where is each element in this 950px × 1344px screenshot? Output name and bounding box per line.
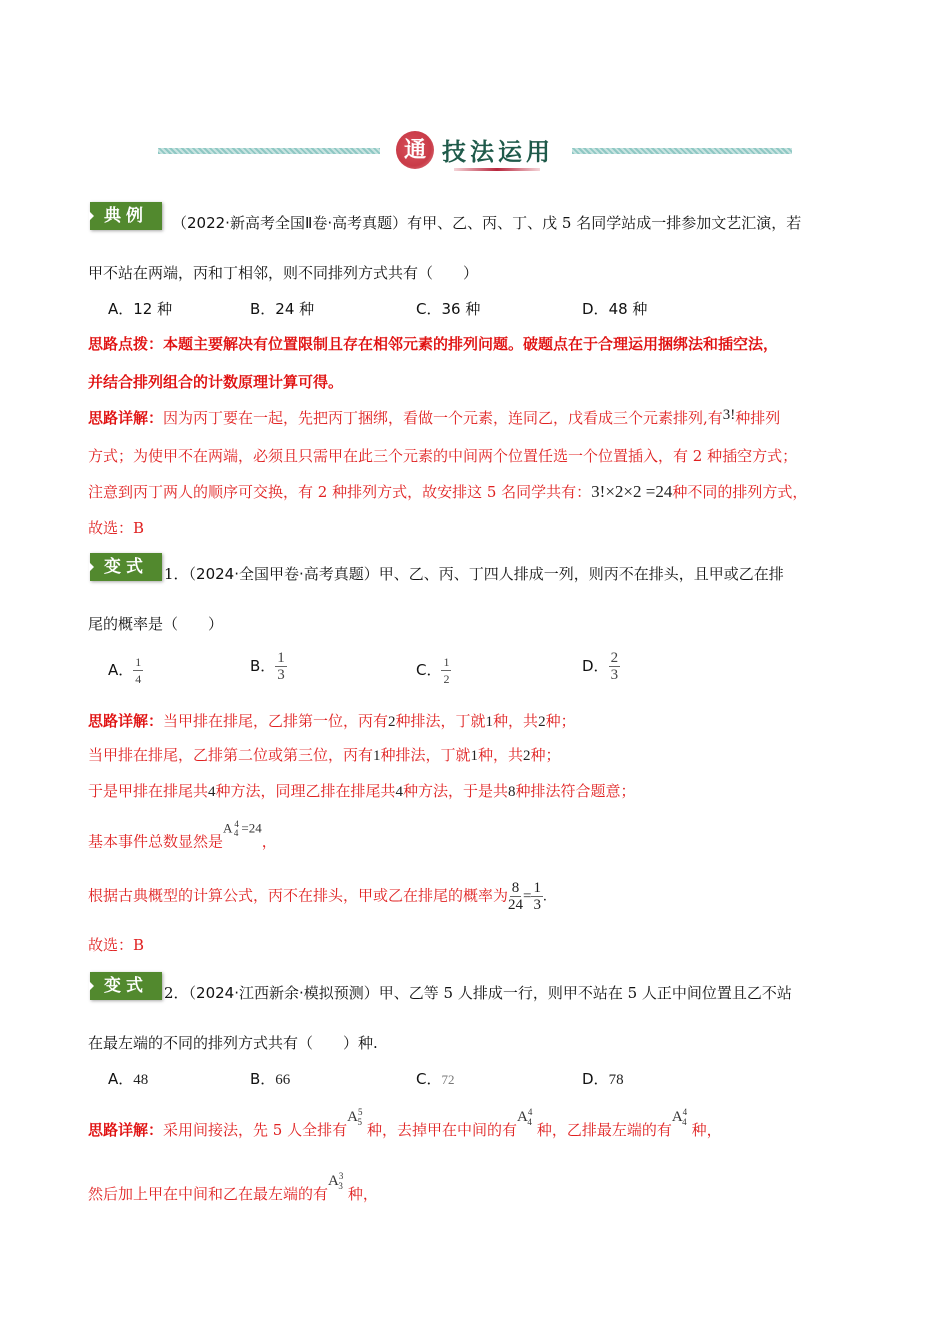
variant1-detail-line4: 基本事件总数显然是A $^4_4$ =24， — [88, 819, 277, 851]
example-detail-line3: 注意到丙丁两人的顺序可交换，有 2 种排列方式，故安排这 5 名同学共有：3!×2×2 =24种不同的排列方式， — [88, 482, 808, 501]
detail-label: 思路详解： — [88, 409, 164, 427]
example-detail-line1: 思路详解：因为丙丁要在一起，先把丙丁捆绑，看做一个元素，连同乙，戊看成三个元素排列,有3!种排列 — [88, 407, 781, 427]
variant1-detail-line5: 根据古典概型的计算公式，丙不在排头，甲或乙在排尾的概率为 $\frac{8}{24}$ = $\frac{1}{3}$ . — [88, 880, 547, 913]
variant1-detail-line3: 于是甲排在排尾共4种方法，同理乙排在排尾共4种方法，于是共8种排法符合题意； — [88, 782, 636, 800]
example-option-a: A．12 种 — [108, 300, 173, 318]
example-question-line2: 甲不站在两端，丙和丁相邻，则不同排列方式共有（ ） — [88, 264, 479, 282]
variant2-tag: 变式 — [90, 972, 162, 1000]
decorative-divider-right — [572, 148, 792, 154]
example-question-text-1: 有甲、乙、丙、丁、戊 5 名同学站成一排参加文艺汇演，若 — [407, 214, 802, 232]
variant2-option-c: C．72 — [416, 1070, 455, 1088]
title-underline — [454, 168, 540, 171]
variant1-question-line1: 1．（2024·全国甲卷·高考真题）甲、乙、丙、丁四人排成一列，则丙不在排头，且甲或乙在排 — [164, 565, 784, 583]
variant2-detail-line2: 然后加上甲在中间和乙在最左端的有$A^3_3$ 种， — [88, 1171, 378, 1203]
variant1-option-a: A． $\frac{1}{4}$ — [108, 655, 142, 686]
variant1-detail-line2: 当甲排在排尾，乙排第二位或第三位，丙有1种排法，丁就1种，共2种； — [88, 746, 561, 764]
example-tag: 典例 — [90, 202, 162, 230]
example-hint-line1: 思路点拨：本题主要解决有位置限制且存在相邻元素的排列问题。破题点在于合理运用捆绑法和插空法， — [88, 335, 779, 353]
variant1-option-d: D． $\frac{2}{3}$ — [582, 650, 619, 683]
variant2-detail-line1: 思路详解：采用间接法，先 5 人全排有$A^5_5$ 种，去掉甲在中间的有$A^4_4$ 种，乙排最左端的有$A^4_4$ 种， — [88, 1107, 722, 1139]
variant1-option-c: C． $\frac{1}{2}$ — [416, 655, 450, 686]
variant2-option-b: B．66 — [250, 1070, 291, 1088]
variant2-question-line1: 2．（2024·江西新余·模拟预测）甲、乙等 5 人排成一行，则甲不站在 5 人正中间位置且乙不站 — [164, 984, 792, 1002]
decorative-divider-left — [158, 148, 380, 154]
variant2-question-line2: 在最左端的不同的排列方式共有（ ）种. — [88, 1034, 378, 1052]
variant1-question-line2: 尾的概率是（ ） — [88, 615, 224, 633]
section-badge-icon: 通 — [396, 131, 434, 169]
example-question-line1 — [172, 213, 801, 233]
example-answer: 故选：B — [88, 519, 145, 537]
example-option-d: D．48 种 — [582, 300, 648, 318]
hint-label: 思路点拨： — [88, 335, 164, 353]
variant2-option-d: D．78 — [582, 1070, 624, 1088]
variant2-option-a: A．48 — [108, 1070, 149, 1088]
variant1-option-b: B． $\frac{1}{3}$ — [250, 650, 285, 683]
variant1-detail-line1: 思路详解：当甲排在排尾，乙排第一位，丙有2种排法，丁就1种，共2种； — [88, 712, 576, 730]
example-detail-line2: 方式；为使甲不在两端，必须且只需甲在此三个元素的中间两个位置任选一个位置插入，有 2 种插空方式； — [88, 447, 798, 465]
variant1-answer: 故选：B — [88, 936, 145, 954]
variant1-tag: 变式 — [90, 553, 162, 581]
example-option-c: C．36 种 — [416, 300, 481, 318]
example-hint-line2: 并结合排列组合的计数原理计算可得。 — [88, 373, 344, 391]
example-source: （2022·新高考全国Ⅱ卷·高考真题） — [172, 214, 408, 232]
section-title: 技法运用 — [442, 137, 554, 166]
section-header — [158, 128, 792, 172]
example-option-b: B．24 种 — [250, 300, 315, 318]
